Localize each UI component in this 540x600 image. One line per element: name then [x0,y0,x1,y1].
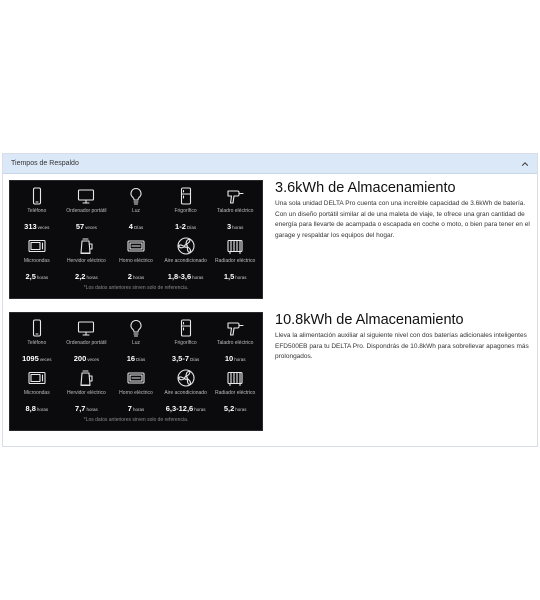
appliance-runtime [128,398,144,416]
appliance-runtime [74,348,99,366]
appliance-cell [210,367,260,417]
reference-note: *Los datos anteriores sirven solo de referencia. [83,285,189,291]
accordion-header[interactable] [3,154,537,174]
section-heading: 3.6kWh de Almacenamiento [275,180,456,196]
runtime-value: 1,5 [223,272,235,281]
runtime-unit: horas [235,275,247,280]
drill-icon [225,318,245,338]
fan-icon [176,236,196,256]
appliance-runtime [24,216,49,234]
appliance-runtime [75,398,98,416]
fridge-icon [176,318,196,338]
appliance-cell [62,367,112,417]
appliance-grid [10,313,262,417]
radiator-icon [225,236,245,256]
appliance-runtime [225,348,246,366]
appliance-cell [12,235,62,285]
oven-icon [126,236,146,256]
appliance-runtime [127,348,146,366]
bulb-icon [126,318,146,338]
appliance-cell [12,367,62,417]
appliance-grid [10,181,262,285]
appliance-cell [210,317,260,367]
appliance-name: Horno eléctrico [119,258,153,264]
section-description: Lleva la alimentación auxiliar al siguiente nivel con dos baterías adicionales inteligentes EFD500EB para tu DELTA Pro. Dispondrás de 10.8kWh para sobrellevar apagones más prolongados. [275,332,529,360]
runtime-value: 2,2 [75,272,86,281]
appliance-name: Frigorífico [174,208,197,214]
oven-icon [126,368,146,388]
runtime-value: 2 [127,272,132,281]
backup-panel-10-8kwh [9,312,263,431]
runtime-unit: horas [234,357,246,362]
runtime-value: 8,8 [25,404,36,413]
appliance-cell [161,367,211,417]
appliance-name: Frigorífico [174,340,197,346]
kettle-icon [76,368,96,388]
appliance-name: Hervidor eléctrico [66,258,106,264]
appliance-name: Aire acondicionado [164,390,207,396]
phone-icon [27,318,47,338]
runtime-value: 1-2 [175,222,186,231]
appliance-runtime [227,216,243,234]
appliance-cell [111,317,161,367]
runtime-value: 1095 [22,354,39,363]
laptop-icon [76,318,96,338]
microwave-icon [27,368,47,388]
runtime-unit: horas [194,407,206,412]
runtime-value: 16 [126,354,136,363]
bulb-icon [126,186,146,206]
appliance-name: Microondas [23,390,50,396]
appliance-runtime [25,266,48,284]
appliance-cell [161,235,211,285]
runtime-unit: horas [132,275,145,280]
runtime-unit: veces [87,357,100,362]
runtime-value: 57 [75,222,85,231]
runtime-value: 313 [24,222,37,231]
runtime-unit: Días [136,357,146,362]
appliance-cell [62,235,112,285]
runtime-unit: horas [235,407,247,412]
appliance-name: Luz [131,208,141,214]
appliance-name: Taladro eléctrico [216,340,254,346]
appliance-name: Ordenador portátil [66,208,107,214]
appliance-name: Aire acondicionado [164,258,207,264]
appliance-cell [161,185,211,235]
appliance-cell [12,185,62,235]
runtime-value: 2,5 [25,272,36,281]
appliance-cell [210,185,260,235]
appliance-cell [111,185,161,235]
runtime-value: 3 [226,222,232,231]
appliance-runtime [128,266,144,284]
appliance-runtime [172,348,199,366]
appliance-cell [62,317,112,367]
runtime-unit: Días [190,357,200,362]
fridge-icon [176,186,196,206]
appliance-runtime [175,216,196,234]
runtime-value: 7,7 [75,404,86,413]
radiator-icon [225,368,245,388]
appliance-runtime [129,216,143,234]
runtime-unit: veces [85,225,97,230]
runtime-value: 200 [73,354,87,363]
kettle-icon [76,236,96,256]
section-description: Una sola unidad DELTA Pro cuenta con una increíble capacidad de 3.6kWh de batería. Con un diseño portátil similar al de una maleta de viaje, te ofrece una gran cantidad de energía para llevarte de acampada o escapada en coche o moto, o bien para tener en el garage y respaldar los equipos del hogar. [275,200,530,239]
appliance-name: Horno eléctrico [119,390,153,396]
appliance-runtime [76,216,97,234]
runtime-unit: Días [186,225,197,230]
runtime-unit: horas [36,407,49,412]
fan-icon [176,368,196,388]
runtime-value: 3,5-7 [171,354,190,363]
appliance-cell [111,235,161,285]
appliance-cell [210,235,260,285]
appliance-name: Radiador eléctrico [215,390,256,396]
laptop-icon [76,186,96,206]
appliance-name: Ordenador portátil [66,340,107,346]
runtime-unit: horas [86,275,98,280]
appliance-runtime [25,398,48,416]
appliance-name: Luz [131,340,141,346]
appliance-name: Teléfono [27,340,47,346]
backup-panel-3-6kwh [9,180,263,299]
runtime-value: 4 [128,222,133,231]
phone-icon [27,186,47,206]
appliance-runtime [224,266,247,284]
appliance-name: Teléfono [27,208,47,214]
appliance-name: Hervidor eléctrico [66,390,106,396]
runtime-value: 1,8-3,6 [167,272,192,281]
section-heading: 10.8kWh de Almacenamiento [275,312,464,328]
runtime-unit: veces [39,357,52,362]
appliance-runtime [22,348,51,366]
appliance-runtime [168,266,204,284]
appliance-cell [111,367,161,417]
reference-note: *Los datos anteriores sirven solo de referencia. [83,417,189,423]
appliance-cell [161,317,211,367]
runtime-value: 5,2 [223,404,235,413]
runtime-value: 10 [224,354,234,363]
runtime-value: 6,3-12,6 [165,404,194,413]
appliance-runtime [224,398,247,416]
runtime-unit: horas [132,407,145,412]
runtime-unit: horas [232,225,244,230]
appliance-runtime [75,266,98,284]
chevron-up-icon[interactable] [521,160,529,168]
appliance-name: Taladro eléctrico [216,208,254,214]
appliance-name: Radiador eléctrico [215,258,256,264]
runtime-unit: horas [86,407,98,412]
runtime-unit: veces [37,225,50,230]
drill-icon [225,186,245,206]
microwave-icon [27,236,47,256]
appliance-name: Microondas [23,258,50,264]
accordion-title: Tiempos de Respaldo [11,160,79,167]
runtime-unit: Días [133,225,144,230]
appliance-runtime [166,398,206,416]
appliance-cell [12,317,62,367]
runtime-unit: horas [36,275,49,280]
appliance-cell [62,185,112,235]
runtime-unit: horas [192,275,204,280]
runtime-value: 7 [127,404,132,413]
